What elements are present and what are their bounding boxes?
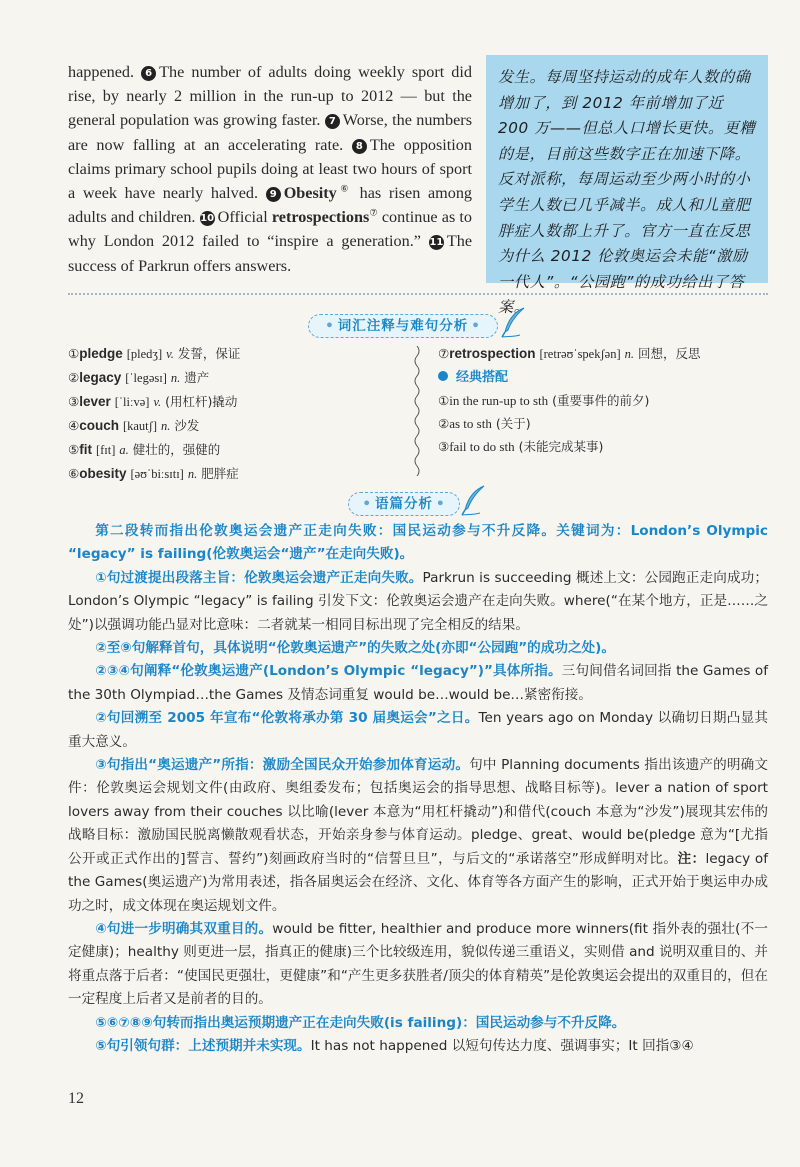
quill-pen-icon	[460, 484, 486, 516]
dotted-divider	[68, 293, 768, 295]
sentence-5-end: happened.	[68, 63, 135, 81]
wavy-divider	[412, 346, 422, 476]
collocation-item: ①in the run-up to sth (重要事件的前夕)	[438, 393, 650, 408]
vocab-word-retrospections: retrospections	[271, 208, 370, 227]
vocab-item: ①pledge [pledʒ] v. 发誓，保证	[68, 346, 241, 361]
analysis-para: ②③④句阐释“伦敦奥运遗产(London’s Olympic “legacy”)”具体所指。三句间借名词回指 the Games of the 30th Olympiad…the Games 及情态词重复 would be…would be…紧密衔接。	[68, 663, 768, 703]
bullet-icon	[438, 371, 448, 381]
sentence-number-badge: 8	[352, 139, 367, 154]
sentence-9: has risen among adults and children.	[68, 184, 473, 227]
sentence-6: The number of adults doing weekly sport did rise, by nearly 2 million in the run-up to 2012 — but the general population was growing faster.	[68, 63, 472, 130]
sentence-number-badge: 7	[325, 114, 340, 129]
sentence-number-badge: 9	[266, 187, 281, 202]
collocation-item: ③fail to do sth (未能完成某事)	[438, 439, 604, 454]
analysis-para: ⑤⑥⑦⑧⑨句转而指出奥运预期遗产正在走向失败(is failing)：国民运动参与不升反降。	[95, 1014, 626, 1031]
analysis-para: ③句指出“奥运遗产”所指：激励全国民众开始参加体育运动。句中 Planning documents 指出该遗产的明确文件：伦敦奥运会规划文件(由政府、奥组委发布；包括奥运会的指导思想、战略目标等)。lever a nation of sport lovers away from their couches 以比喻(lever 本意为“用杠杆撬动”)和借代(couch 本意为“沙发”)展现其宏伟的战略目标：激励国民脱离懒散观看状态，开始亲身参与体育运动。pledge、great、would be(pledge 意为“[尤指公开或正式作出的]誓言、誓约”)刻画政府当时的“信誓旦旦”，与后文的“承诺落空”形成鲜明对比。注：legacy of the Games(奥运遗产)为常用表述，指各届奥运会在经济、文化、体育等各方面产生的影响，正式开始于奥运申办成功之时，成文体现在奥运规划文件。	[68, 757, 769, 914]
vocab-item: ⑥obesity [əʊˈbiːsɪtɪ] n. 肥胖症	[68, 466, 239, 481]
analysis-para: ⑤句引领句群：上述预期并未实现。It has not happened 以短句传达力度、强调事实；It 回指③④	[95, 1037, 694, 1054]
analysis-para: 第二段转而指出伦敦奥运会遗产正走向失败：国民运动参与不升反降。关键词为：London’s Olympic “legacy” is failing(伦敦奥运会“遗产”在走向失败)。	[68, 523, 768, 563]
page-number: 12	[68, 1090, 84, 1107]
analysis-header-label: 语篇分析	[375, 496, 433, 512]
vocab-item: ⑤fit [fɪt] a. 健壮的，强健的	[68, 442, 221, 457]
vocab-list-left	[68, 342, 408, 486]
footnote-marker: ⑥	[336, 183, 352, 194]
sentence-10-end: continue as to why London 2012 failed to “inspire a generation.”	[68, 208, 473, 251]
vocab-item: ③lever [ˈliːvə] v. (用杠杆)撬动	[68, 394, 238, 409]
analysis-section-header: • 语篇分析 •	[348, 492, 460, 516]
sentence-number-badge: 10	[200, 213, 215, 225]
sentence-7: Worse, the numbers are now falling at an accelerating rate.	[68, 111, 472, 154]
vocab-item: ④couch [kautʃ] n. 沙发	[68, 418, 200, 433]
english-paragraph	[68, 60, 472, 278]
collocation-item: ②as to sth (关于)	[438, 416, 531, 431]
discourse-analysis	[68, 520, 768, 1058]
sentence-number-badge: 6	[141, 66, 156, 81]
vocab-item: ②legacy [ˈlegəsɪ] n. 遗产	[68, 370, 210, 385]
sentence-10-start: Official	[217, 208, 268, 227]
translation-box: 发生。每周坚持运动的成年人数的确增加了，到 2012 年前增加了近 200 万——但总人口增长更快。更糟的是，目前这些数字正在加速下降。反对派称，每周运动至少两小时的小学生人数已几乎减半。成人和儿童肥胖症人数都上升了。官方一直在反思为什么 2012 伦敦奥运会未能“激励一代人”。“公园跑”的成功给出了答案。	[486, 55, 768, 283]
analysis-para: ①句过渡提出段落主旨：伦敦奥运会遗产正走向失败。Parkrun is succeeding 概述上文：公园跑正走向成功；London’s Olympic “legacy” is failing 引发下文：伦敦奥运会遗产在走向失败。where(“在某个地方，正是……之处”)以强调功能凸显对比意味：二者就某一相同目标出现了完全相反的结果。	[68, 569, 768, 633]
analysis-para: ④句进一步明确其双重目的。would be fitter, healthier and produce more winners(fit 指外表的强壮(不一定健康)；healthy 则更进一层，指真正的健康)三个比较级连用，貌似传递三重语义，实则借 and 说明双重目的、并将重点落于后者：“使国民更强壮，更健康”和“产生更多获胜者/顶尖的体育精英”是伦敦奥运会提出的双重目的，但在一定程度上后者又是前者的目的。	[68, 920, 768, 1008]
sentence-number-badge: 11	[429, 237, 444, 249]
vocab-word-obesity: Obesity	[283, 184, 337, 203]
sentence-11: The success of Parkrun offers answers.	[68, 232, 473, 275]
vocab-section-header: • 词汇注释与难句分析 •	[308, 314, 498, 338]
vocab-list-right	[438, 342, 768, 458]
collocation-heading: 经典搭配	[438, 366, 768, 389]
sentence-8: The opposition claims primary school pupils doing at least two hours of sport a week have nearly halved.	[68, 135, 472, 203]
quill-pen-icon	[500, 306, 526, 338]
analysis-para: ②句回溯至 2005 年宣布“伦敦将承办第 30 届奥运会”之日。Ten years ago on Monday 以确切日期凸显其重大意义。	[68, 710, 769, 750]
vocab-item: ⑦retrospection [retrəʊˈspekʃən] n. 回想，反思	[438, 346, 701, 361]
analysis-para: ②至⑨句解释首句，具体说明“伦敦奥运遗产”的失败之处(亦即“公园跑”的成功之处)。	[95, 640, 615, 657]
footnote-marker: ⑦	[369, 207, 378, 218]
vocab-header-label: 词汇注释与难句分析	[337, 318, 469, 334]
